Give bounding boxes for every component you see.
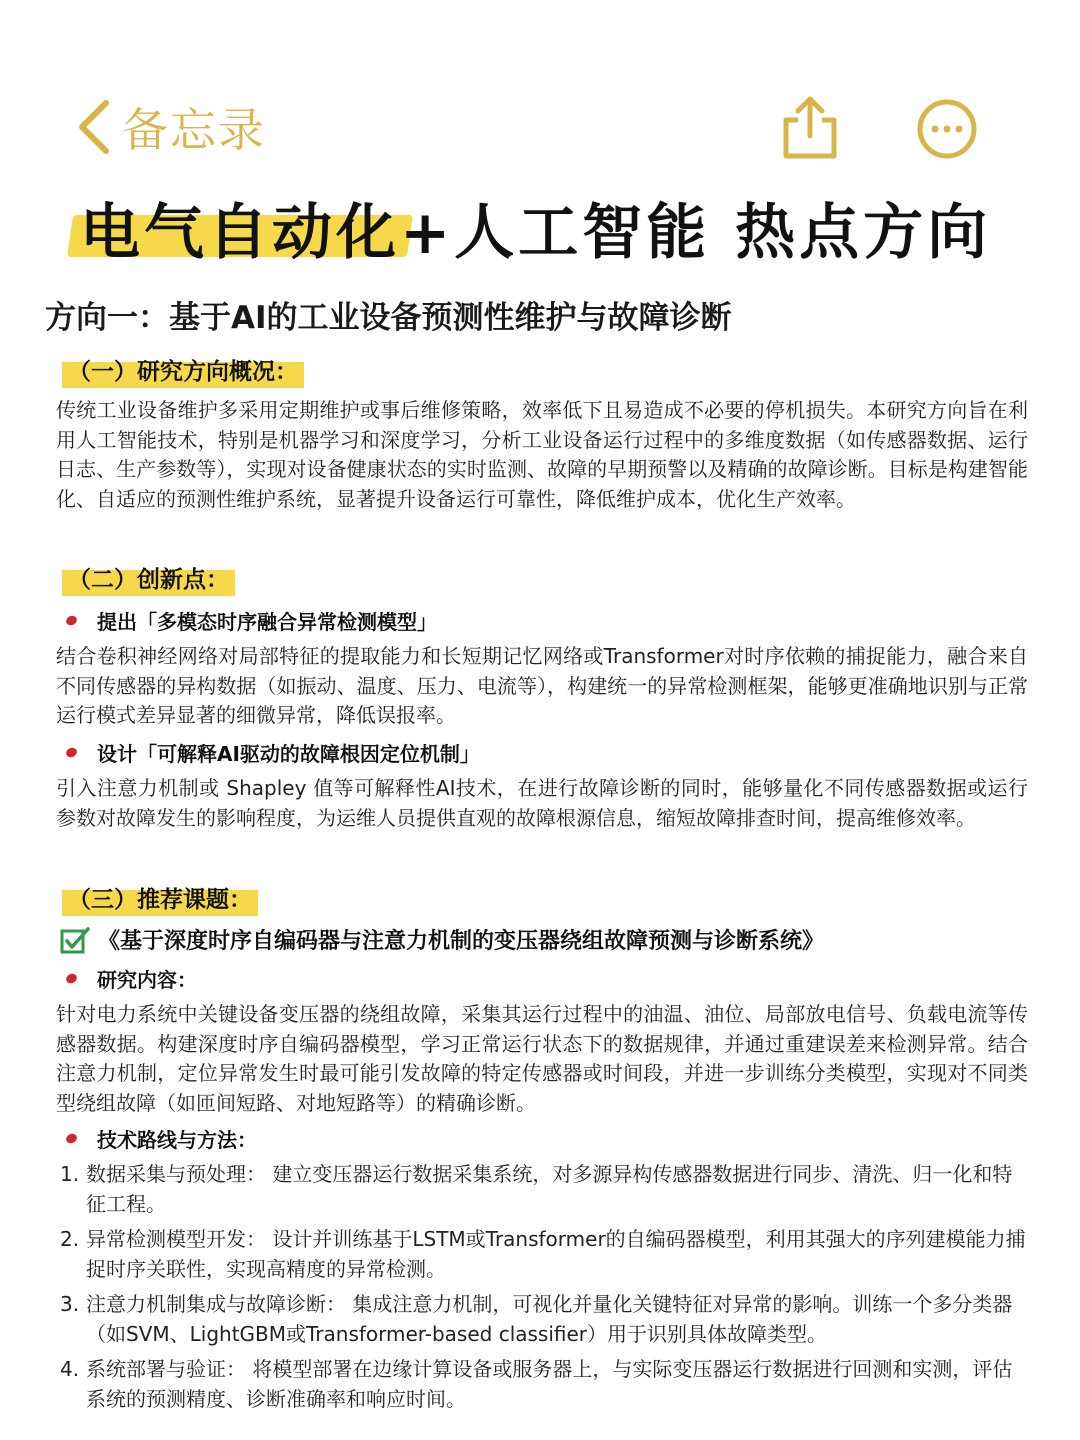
title-block [70,185,1030,270]
more-button[interactable] [914,96,980,162]
share-button[interactable] [780,94,840,160]
innovation-point-1-title: 提出「多模态时序融合异常检测模型」 [66,606,437,635]
section-heading: 方向一：基于AI的工业设备预测性维护与故障诊断 [45,300,732,336]
method-label: 技术路线与方法： [66,1124,257,1153]
method-step: 1. 数据采集与预处理： 建立变压器运行数据采集系统，对多源异构传感器数据进行同步、清洗、归一化和特征工程。 [60,1162,1013,1216]
top-nav-bar [0,90,1080,170]
page-title: 电气自动化+人工智能 热点方向 [80,198,992,268]
back-button[interactable] [72,94,266,160]
innovation-heading: （二）创新点： [62,562,235,598]
innovation-point-2-title: 设计「可解释AI驱动的故障根因定位机制」 [66,738,480,767]
topic-title: 《基于深度时序自编码器与注意力机制的变压器绕组故障预测与诊断系统》 [60,924,824,955]
bullet-dot-icon [65,972,79,985]
method-step: 2. 异常检测模型开发： 设计并训练基于LSTM或Transformer的自编码器模型，利用其强大的序列建模能力捕捉时序关联性，实现高精度的异常检测。 [60,1227,1026,1281]
bullet-dot-icon [65,1132,79,1145]
topic-heading: （三）推荐课题： [62,882,258,918]
chevron-left-icon [72,97,116,157]
innovation-point-2-text: 引入注意力机制或 Shapley 值等可解释性AI技术，在进行故障诊断的同时，能够量化不同传感器数据或运行参数对故障发生的影响程度，为运维人员提供直观的故障根源信息，缩短故障排查时间，提高维修效率。 [56,776,1028,830]
overview-text: 传统工业设备维护多采用定期维护或事后维修策略，效率低下且易造成不必要的停机损失。本研究方向旨在利用人工智能技术，特别是机器学习和深度学习，分析工业设备运行过程中的多维度数据（如传感器数据、运行日志、生产参数等），实现对设备健康状态的实时监测、故障的早期预警以及精确的故障诊断。目标是构建智能化、自适应的预测性维护系统，显著提升设备运行可靠性，降低维护成本，优化生产效率。 [56,398,1028,511]
overview-heading: （一）研究方向概况： [62,354,304,390]
share-icon [780,94,840,160]
content-label: 研究内容： [66,964,197,993]
topic-content-text: 针对电力系统中关键设备变压器的绕组故障，采集其运行过程中的油温、油位、局部放电信号、负载电流等传感器数据。构建深度时序自编码器模型，学习正常运行状态下的数据规律，并通过重建误差来检测异常。结合注意力机制，定位异常发生时最可能引发故障的特定传感器或时间段，并进一步训练分类模型，实现对不同类型绕组故障（如匝间短路、对地短路等）的精确诊断。 [56,1002,1028,1115]
bullet-dot-icon [65,614,79,627]
innovation-point-1-text: 结合卷积神经网络对局部特征的提取能力和长短期记忆网络或Transformer对时序依赖的捕捉能力，融合来自不同传感器的异构数据（如振动、温度、压力、电流等），构建统一的异常检测框架，能够更准确地识别与正常运行模式差异显著的细微异常，降低误报率。 [56,644,1028,727]
bullet-dot-icon [65,746,79,759]
more-icon [914,96,980,162]
method-step: 3. 注意力机制集成与故障诊断： 集成注意力机制，可视化并量化关键特征对异常的影响。训练一个多分类器（如SVM、LightGBM或Transformer-based classifier）用于识别具体故障类型。 [60,1292,1013,1346]
checkbox-icon [60,926,90,954]
method-step: 4. 系统部署与验证： 将模型部署在边缘计算设备或服务器上，与实际变压器运行数据进行回测和实测，评估系统的预测精度、诊断准确率和响应时间。 [60,1357,1013,1411]
back-label: 备忘录 [122,103,266,157]
